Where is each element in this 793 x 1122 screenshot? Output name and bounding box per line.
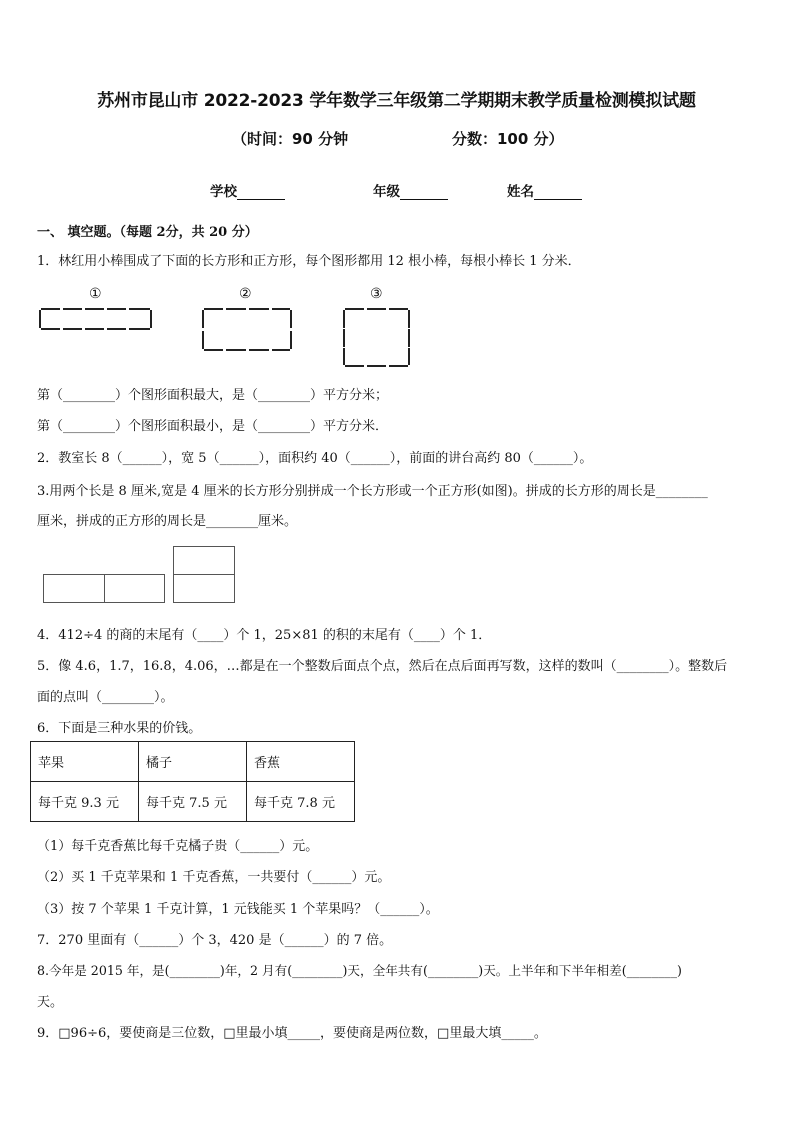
joined-rectangle bbox=[44, 575, 165, 603]
figure-3-square bbox=[344, 309, 409, 366]
q1-answer-b[interactable]: 第（________）个图形面积最小，是（________）平方分米． bbox=[37, 419, 389, 434]
exam-title: 苏州市昆山市 2022-2023 学年数学三年级第二学期期末教学质量检测模拟试题 bbox=[97, 91, 696, 111]
q8-line1[interactable]: 8.今年是 2015 年，是(________)年，2 月有(________)天，全年共有(________)天。上半年和下半年相差(________) bbox=[37, 963, 682, 978]
header-banana: 香蕉 bbox=[247, 742, 355, 782]
name-blank[interactable] bbox=[534, 185, 582, 200]
figure-3-label: ③ bbox=[370, 286, 383, 302]
price-apple: 每千克 9.3 元 bbox=[31, 782, 139, 822]
table-header-row bbox=[31, 742, 355, 782]
school-field bbox=[210, 180, 285, 200]
joined-square bbox=[174, 547, 235, 603]
q6-sub1[interactable]: （1）每千克香蕉比每千克橘子贵（______）元。 bbox=[37, 839, 319, 854]
figure-1-label: ① bbox=[89, 286, 102, 302]
header-apple: 苹果 bbox=[31, 742, 139, 782]
figure-2-rectangle bbox=[203, 309, 291, 350]
grade-field bbox=[373, 180, 448, 200]
q7-text[interactable]: 7．270 里面有（______）个 3，420 是（______）的 7 倍。 bbox=[37, 933, 393, 948]
header-orange: 橘子 bbox=[139, 742, 247, 782]
q4-text[interactable]: 4．412÷4 的商的末尾有（____）个 1，25×81 的积的末尾有（____）个 1． bbox=[37, 628, 492, 643]
price-banana: 每千克 7.8 元 bbox=[247, 782, 355, 822]
q3-line2[interactable]: 厘米，拼成的正方形的周长是________厘米。 bbox=[37, 514, 298, 529]
q5-line1[interactable]: 5．像 4.6，1.7，16.8，4.06，…都是在一个整数后面点个点，然后在点后面再写数，这样的数叫（________）。整数后 bbox=[37, 659, 728, 674]
table-price-row bbox=[31, 782, 355, 822]
q6-sub3[interactable]: （3）按 7 个苹果 1 千克计算，1 元钱能买 1 个苹果吗？（______）。 bbox=[37, 902, 439, 917]
q8-line2: 天。 bbox=[37, 995, 64, 1010]
q5-line2[interactable]: 面的点叫（________）。 bbox=[37, 690, 174, 705]
q1-answer-a[interactable]: 第（________）个图形面积最大，是（________）平方分米； bbox=[37, 388, 389, 403]
q6-sub2[interactable]: （2）买 1 千克苹果和 1 千克香蕉，一共要付（______）元。 bbox=[37, 870, 391, 885]
name-label: 姓名 bbox=[507, 184, 534, 200]
figure-2-label: ② bbox=[239, 286, 252, 302]
fruit-price-table bbox=[30, 741, 355, 822]
q3-line1[interactable]: 3.用两个长是 8 厘米,宽是 4 厘米的长方形分别拼成一个长方形或一个正方形(如图)。拼成的长方形的周长是________ bbox=[37, 484, 708, 499]
section-heading: 一、 填空题。（每题 2分，共 20 分） bbox=[37, 225, 258, 240]
q1-text: 1．林红用小棒围成了下面的长方形和正方形，每个图形都用 12 根小棒，每根小棒长 1 分米． bbox=[37, 254, 581, 269]
q9-text[interactable]: 9．□96÷6，要使商是三位数，□里最小填_____，要使商是两位数，□里最大填_____。 bbox=[37, 1026, 547, 1041]
score-label: 分数：100 分） bbox=[452, 130, 564, 148]
grade-label: 年级 bbox=[373, 184, 400, 200]
school-label: 学校 bbox=[210, 184, 237, 200]
name-field bbox=[507, 180, 582, 200]
price-orange: 每千克 7.5 元 bbox=[139, 782, 247, 822]
q2-text[interactable]: 2．教室长 8（______），宽 5（______），面积约 40（______），前面的讲台高约 80（______）。 bbox=[37, 451, 593, 466]
school-blank[interactable] bbox=[237, 185, 285, 200]
stick-figures bbox=[36, 305, 421, 370]
grade-blank[interactable] bbox=[400, 185, 448, 200]
time-label: （时间：90 分钟 bbox=[232, 130, 349, 148]
q3-figures bbox=[40, 544, 240, 606]
figure-1-rectangle bbox=[40, 309, 151, 329]
q6-intro: 6．下面是三种水果的价钱。 bbox=[37, 721, 202, 736]
